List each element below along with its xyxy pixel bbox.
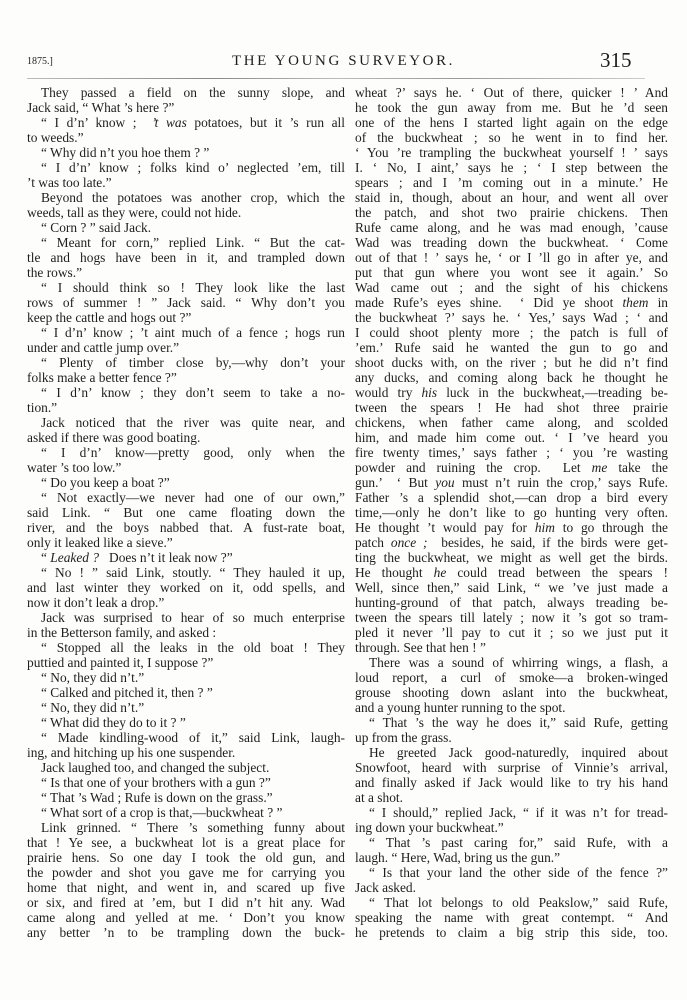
paragraph: [355, 835, 668, 865]
paragraph: [27, 445, 345, 475]
text-line: rows of summer ! ” Jack said. “ Why don’t you: [27, 295, 345, 310]
text-line: Father ’s a splendid shot,—can drop a bird every: [355, 490, 668, 505]
text-line: him, and made him come out. ‘ I ’ve heard you: [355, 430, 668, 445]
text-line: “ Corn ? ” said Jack.: [41, 220, 152, 235]
italic-text: ’t was: [151, 115, 187, 130]
text-line: [355, 535, 668, 550]
paragraph: [27, 475, 345, 490]
text-line: puttied and painted it, I suppose ?”: [27, 655, 214, 670]
italic-text: his: [421, 385, 438, 400]
paragraph: [27, 220, 345, 235]
text-line: “ No ! ” said Link, stoutly. “ They hauled it up,: [41, 565, 345, 580]
text-line: through. See that hen ! ”: [355, 640, 486, 655]
text-line: [355, 460, 668, 475]
paragraph: [27, 640, 345, 670]
text-line: “ Calked and pitched it, then ? ”: [41, 685, 213, 700]
text-line: Jack was surprised to hear of so much enterprise: [41, 610, 345, 625]
text-line: “ That ’s the way he does it,” said Rufe, getting: [369, 715, 668, 730]
text-line: [355, 565, 668, 580]
text-segment: besides, he said, if the birds were get-: [427, 535, 668, 550]
text-line: ‘ You ’re trampling the buckwheat yourself ! ’ says: [355, 145, 668, 160]
text-line: shoot ducks with, on the river ; but he did n’t find: [355, 355, 668, 370]
text-line: water ’s too low.”: [27, 460, 122, 475]
paragraph: [27, 700, 345, 715]
text-line: ’t was too late.”: [27, 175, 112, 190]
text-line: Beyond the potatoes was another crop, which the: [41, 190, 345, 205]
text-line: tween the spears ! He had shot three prairie: [355, 400, 668, 415]
left-text-column: [27, 85, 345, 940]
text-line: “ Do you keep a boat ?”: [41, 475, 170, 490]
text-line: “ I d’n’ know—pretty good, only when the: [41, 445, 345, 460]
paragraph: [27, 115, 345, 145]
paragraph: [27, 670, 345, 685]
text-line: in the Betterson family, and asked :: [27, 625, 217, 640]
text-line: grouse shooting down aslant into the buckwheat,: [355, 685, 668, 700]
text-segment: must n’t ruin the crop,’ says Rufe.: [454, 475, 668, 490]
text-line: Jack said, “ What ’s here ?”: [27, 100, 175, 115]
text-line: staid in, though, about an hour, and went all over: [355, 190, 668, 205]
text-line: ting the buckwheat, we might as well get the birds.: [355, 550, 668, 565]
text-line: and last winter they worked on it, odd spells, and: [27, 580, 345, 595]
text-line: [355, 520, 668, 535]
paragraph: [27, 820, 345, 940]
text-segment: gun.’ ‘ But: [355, 475, 436, 490]
italic-text: them: [622, 295, 649, 310]
paragraph: [27, 145, 345, 160]
text-line: prairie hens. So one day I took the old gun, and: [27, 850, 345, 865]
text-line: fire twenty times,’ says father ; ‘ you ’re wasting: [355, 445, 668, 460]
paragraph: [27, 85, 345, 115]
text-line: “ That lot belongs to old Peakslow,” said Rufe,: [369, 895, 668, 910]
text-line: or six, and fired at ’em, but I did n’t hit any. Wad: [27, 895, 345, 910]
paragraph: [27, 730, 345, 760]
text-line: under and cattle jump over.”: [27, 340, 180, 355]
text-line: pled it never ’ll pay to cut it ; so we just put it: [355, 625, 668, 640]
text-segment: could tread between the spears !: [446, 565, 668, 580]
paragraph: [27, 715, 345, 730]
running-head-title: THE YOUNG SURVEYOR.: [231, 53, 456, 69]
text-line: Jack noticed that the river was quite near, and: [41, 415, 345, 430]
text-line: “ That ’s Wad ; Rufe is down on the grass.”: [41, 790, 273, 805]
text-line: “ Plenty of timber close by,—why don’t your: [41, 355, 345, 370]
text-line: the rows.”: [27, 265, 83, 280]
paragraph: [27, 565, 345, 610]
text-line: “ That ’s past caring for,” said Rufe, with a: [369, 835, 668, 850]
text-line: “ Stopped all the leaks in the old boat ! They: [41, 640, 345, 655]
text-line: “ No, they did n’t.”: [41, 670, 145, 685]
italic-text: him: [534, 520, 555, 535]
text-line: Jack asked.: [355, 880, 416, 895]
text-line: home that night, and went in, and scared up five: [27, 880, 345, 895]
text-line: any better ’n to be trampling down the buck-: [27, 925, 345, 940]
text-segment: to go through the: [554, 520, 668, 535]
text-line: and a young hunter running to the spot.: [355, 700, 566, 715]
text-line: and finally asked if Jack would like to try his hand: [355, 775, 668, 790]
paragraph: [27, 190, 345, 220]
text-line: I. ‘ No, I aint,’ says he ; ‘ I step between the: [355, 160, 668, 175]
text-line: [27, 550, 345, 565]
text-line: “ What did they do to it ? ”: [41, 715, 186, 730]
paragraph: [27, 280, 345, 325]
text-line: at a shot.: [355, 790, 403, 805]
text-line: [355, 475, 668, 490]
text-line: he took the gun away from me. But he ’d seen: [355, 100, 668, 115]
text-line: tween the spears till lately ; now it ’s got so tram-: [355, 610, 668, 625]
text-line: I could shoot plenty more ; the patch is full of: [355, 325, 668, 340]
text-line: Well, since then,” said Link, “ we ’ve just made a: [355, 580, 668, 595]
header-rule: [27, 78, 645, 79]
italic-text: you: [435, 475, 455, 490]
text-line: the patch, and shot two prairie chickens. Then: [355, 205, 668, 220]
text-line: ’em.’ Rufe said he wanted the gun to go and: [355, 340, 668, 355]
paragraph: [355, 805, 668, 835]
text-segment: patch: [355, 535, 391, 550]
paragraph: [27, 610, 345, 640]
paragraph: [27, 385, 345, 415]
text-line: speaking the name with great contempt. “ And: [355, 910, 668, 925]
text-line: “ I should,” replied Jack, “ if it was n’t for tread-: [369, 805, 668, 820]
text-line: tle and hogs have been in it, and trampled down: [27, 250, 345, 265]
text-segment: would try: [355, 385, 422, 400]
text-line: tion.”: [27, 400, 58, 415]
text-segment: potatoes, but it ’s run all: [186, 115, 345, 130]
text-line: [27, 115, 345, 130]
text-line: of the buckwheat ; so he went in to find her.: [355, 130, 668, 145]
text-line: chickens, when father came along, and scolded: [355, 415, 668, 430]
text-line: now it don’t leak a drop.”: [27, 595, 165, 610]
text-segment: take the: [607, 460, 669, 475]
text-line: weeds, tall as they were, could not hide.: [27, 205, 242, 220]
text-line: came along and yelled at me. ‘ Don’t you know: [27, 910, 345, 925]
text-line: “ Meant for corn,” replied Link. “ But the cat-: [41, 235, 345, 250]
text-line: any ducks, and coming along back he thought he: [355, 370, 668, 385]
text-line: Jack laughed too, and changed the subject.: [41, 760, 270, 775]
text-line: one of the hens I started light again on the edge: [355, 115, 668, 130]
text-line: up from the grass.: [355, 730, 452, 745]
text-line: “ What sort of a crop is that,—buckwheat ? ”: [41, 805, 283, 820]
text-line: “ Why did n’t you hoe them ? ”: [41, 145, 210, 160]
text-line: out of that ! ’ says he, ‘ or I ’ll go in after ye, and: [355, 250, 668, 265]
text-line: the powder and shot you gave me for carrying you: [27, 865, 345, 880]
text-line: “ I d’n’ know ; they don’t seem to take a no-: [41, 385, 345, 400]
italic-text: he: [433, 565, 447, 580]
text-line: “ I should think so ! They look like the last: [41, 280, 345, 295]
text-line: ing, and hitching up his one suspender.: [27, 745, 236, 760]
text-line: to weeds.”: [27, 130, 84, 145]
text-line: wheat ?’ says he. ‘ Out of there, quicker ! ’ And: [355, 85, 668, 100]
text-segment: made Rufe’s eyes shine. ‘ Did ye shoot: [355, 295, 623, 310]
paragraph: [27, 775, 345, 790]
italic-text: once ;: [390, 535, 428, 550]
text-line: loud report, a curl of smoke—a broken-winged: [355, 670, 668, 685]
text-line: “ Is that one of your brothers with a gun ?”: [41, 775, 271, 790]
text-line: [355, 295, 668, 310]
paragraph: [355, 865, 668, 895]
text-line: “ Is that your land the other side of the fence ?”: [369, 865, 668, 880]
text-line: folks make a better fence ?”: [27, 370, 177, 385]
page-number: 315: [600, 48, 632, 72]
text-line: that ! Ye see, a buckwheat lot is a great place for: [27, 835, 345, 850]
text-segment: in: [648, 295, 668, 310]
text-line: “ Not exactly—we never had one of our own,”: [41, 490, 345, 505]
text-line: laugh. “ Here, Wad, bring us the gun.”: [355, 850, 561, 865]
text-segment: He thought ’t would pay for: [355, 520, 535, 535]
italic-text: Leaked ?: [50, 550, 100, 565]
running-head-year: 1875.]: [27, 56, 53, 67]
text-line: only it leaked like a sieve.”: [27, 535, 173, 550]
text-line: Link grinned. “ There ’s something funny about: [41, 820, 345, 835]
paragraph: [27, 805, 345, 820]
text-line: keep the cattle and hogs out ?”: [27, 310, 192, 325]
text-line: Wad came out ; and the sight of his chickens: [355, 280, 668, 295]
text-line: river, and the boys nabbed that. A fust-rate boat,: [27, 520, 345, 535]
text-segment: luck in the buckwheat,—treading be-: [437, 385, 668, 400]
right-text-column: [355, 85, 668, 940]
paragraph: [27, 790, 345, 805]
text-line: put that gun where you wont see it again.’ So: [355, 265, 668, 280]
text-line: the buckwheat ?’ says he. ‘ Yes,’ says Wad ; ‘ and: [355, 310, 668, 325]
text-line: hunting-ground of that patch, always treading be-: [355, 595, 668, 610]
paragraph: [355, 745, 668, 805]
paragraph: [355, 655, 668, 715]
text-line: They passed a field on the sunny slope, and: [41, 85, 345, 100]
text-line: “ I d’n’ know ; ’t aint much of a fence ; hogs run: [41, 325, 345, 340]
text-line: Snowfoot, heard with surprise of Vinnie’s arrival,: [355, 760, 668, 775]
text-line: time,—only he don’t like to go hunting very often.: [355, 505, 668, 520]
paragraph: [27, 160, 345, 190]
text-line: said Link. “ But one came floating down the: [27, 505, 345, 520]
text-segment: Does n’t it leak now ?”: [99, 550, 233, 565]
paragraph: [27, 325, 345, 355]
text-line: he pretends to claim a big strip this side, too.: [355, 925, 668, 940]
text-line: There was a sound of whirring wings, a flash, a: [369, 655, 668, 670]
text-line: ing down your buckwheat.”: [355, 820, 504, 835]
paragraph: [27, 415, 345, 445]
paragraph: [355, 715, 668, 745]
paragraph: [27, 235, 345, 280]
text-line: “ No, they did n’t.”: [41, 700, 145, 715]
text-line: [355, 385, 668, 400]
paragraph: [27, 760, 345, 775]
text-segment: “: [41, 550, 51, 565]
paragraph: [355, 895, 668, 940]
paragraph: [355, 85, 668, 655]
text-line: Wad was treading down the buckwheat. ‘ Come: [355, 235, 668, 250]
paragraph: [27, 685, 345, 700]
text-segment: “ I d’n’ know ;: [41, 115, 152, 130]
text-segment: He thought: [355, 565, 434, 580]
paragraph: [27, 490, 345, 550]
text-line: asked if there was good boating.: [27, 430, 201, 445]
text-line: “ Made kindling-wood of it,” said Link, laugh-: [41, 730, 345, 745]
text-segment: powder and ruining the crop. Let: [355, 460, 592, 475]
paragraph: [27, 355, 345, 385]
text-line: Rufe came along, and he was mad enough, ’cause: [355, 220, 668, 235]
paragraph: [27, 550, 345, 565]
text-line: “ I d’n’ know ; folks kind o’ neglected ’em, till: [41, 160, 345, 175]
text-line: spears ; and I ’m coming out in a minute.’ He: [355, 175, 668, 190]
text-line: He greeted Jack good-naturedly, inquired about: [369, 745, 668, 760]
italic-text: me: [591, 460, 608, 475]
